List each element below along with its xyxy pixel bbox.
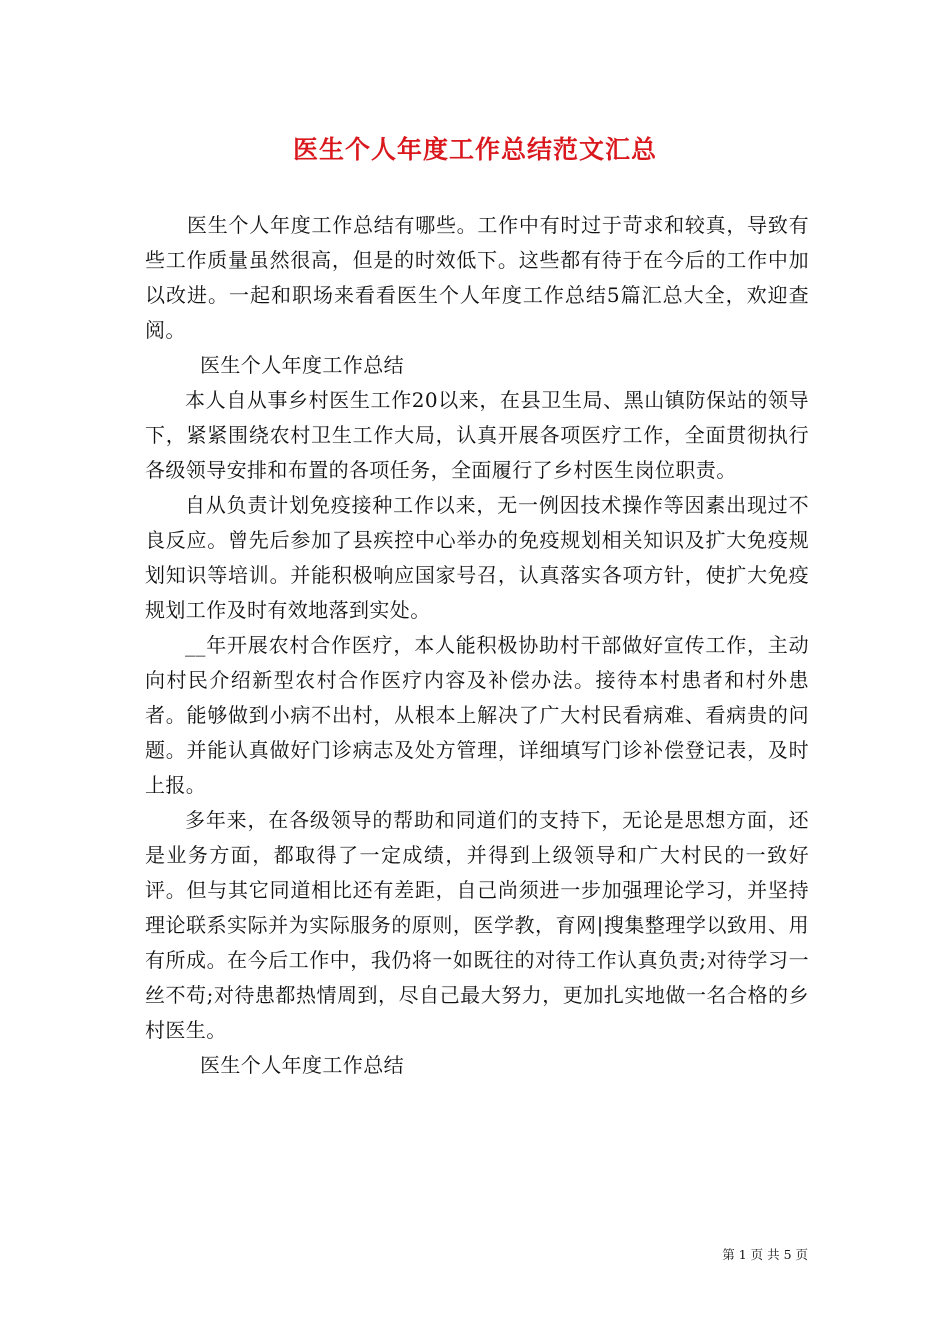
body-paragraph: 自从负责计划免疫接种工作以来，无一例因技术操作等因素出现过不良反应。曾先后参加了县疾控中心举办的免疫规划相关知识及扩大免疫规划知识等培训。并能积极响应国家号召，认真落实各项方针，使扩大免疫规划工作及时有效地落到实处。 <box>145 493 809 622</box>
document-body <box>145 208 809 1083</box>
intro-paragraph: 医生个人年度工作总结有哪些。工作中有时过于苛求和较真，导致有些工作质量虽然很高，但是的时效低下。这些都有待于在今后的工作中加以改进。一起和职场来看看医生个人年度工作总结5篇汇总大全，欢迎查阅。 <box>145 213 809 342</box>
section-heading: 医生个人年度工作总结 <box>200 1053 404 1077</box>
body-paragraph: 多年来，在各级领导的帮助和同道们的支持下，无论是思想方面，还是业务方面，都取得了一定成绩，并得到上级领导和广大村民的一致好评。但与其它同道相比还有差距，自己尚须进一步加强理论学习，并坚持理论联系实际并为实际服务的原则，医学教，育网|搜集整理学以致用、用有所成。在今后工作中，我仍将一如既往的对待工作认真负责;对待学习一丝不苟;对待患都热情周到，尽自己最大努力，更加扎实地做一名合格的乡村医生。 <box>145 808 809 1042</box>
body-paragraph: __年开展农村合作医疗，本人能积极协助村干部做好宣传工作，主动向村民介绍新型农村合作医疗内容及补偿办法。接待本村患者和村外患者。能够做到小病不出村，从根本上解决了广大村民看病难、看病贵的问题。并能认真做好门诊病志及处方管理，详细填写门诊补偿登记表，及时上报。 <box>145 633 809 797</box>
body-paragraph: 本人自从事乡村医生工作20以来，在县卫生局、黑山镇防保站的领导下，紧紧围绕农村卫生工作大局，认真开展各项医疗工作，全面贯彻执行各级领导安排和布置的各项任务，全面履行了乡村医生岗位职责。 <box>145 388 809 482</box>
document-title: 医生个人年度工作总结范文汇总 <box>292 135 657 164</box>
section-heading: 医生个人年度工作总结 <box>200 353 404 377</box>
page-number: 第 1 页 共 5 页 <box>722 1247 808 1262</box>
